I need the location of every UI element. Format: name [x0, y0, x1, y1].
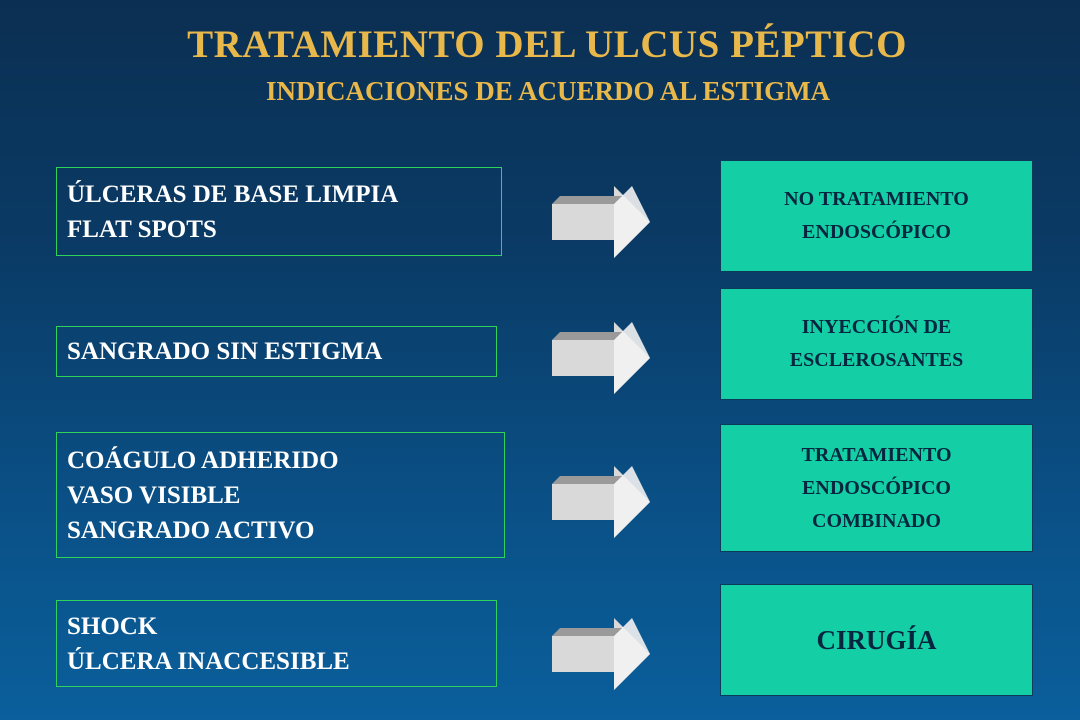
treatment-line: CIRUGÍA: [816, 624, 937, 655]
treatment-box-sclerosant-injection: [720, 288, 1033, 400]
condition-line: ÚLCERA INACCESIBLE: [67, 647, 350, 675]
treatment-line: INYECCIÓN DE: [801, 316, 952, 338]
treatment-line: ENDOSCÓPICO: [802, 221, 951, 243]
condition-line: ÚLCERAS DE BASE LIMPIA: [67, 180, 399, 208]
condition-line: SANGRADO ACTIVO: [67, 516, 315, 544]
arrow-icon: [552, 304, 650, 394]
treatment-line: ESCLEROSANTES: [789, 349, 964, 371]
condition-line: SHOCK: [67, 612, 158, 640]
arrow-icon: [552, 600, 650, 690]
treatment-box-no-endoscopic: [720, 160, 1033, 272]
arrow-icon: [552, 448, 650, 538]
condition-line: COÁGULO ADHERIDO: [67, 446, 339, 474]
treatment-box-combined-endoscopic: [720, 424, 1033, 552]
treatment-line: NO TRATAMIENTO: [784, 188, 969, 210]
condition-line: VASO VISIBLE: [67, 481, 241, 509]
treatment-line: ENDOSCÓPICO: [802, 476, 951, 499]
treatment-box-surgery: [720, 584, 1033, 696]
treatment-line: TRATAMIENTO: [801, 443, 952, 466]
condition-line: SANGRADO SIN ESTIGMA: [67, 338, 383, 365]
treatment-line: COMBINADO: [812, 509, 941, 532]
condition-box-no-stigma: [56, 326, 497, 377]
condition-box-clean-base: [56, 167, 502, 256]
condition-line: FLAT SPOTS: [67, 215, 217, 243]
slide-title: TRATAMIENTO DEL ULCUS PÉPTICO: [187, 23, 907, 66]
arrow-icon: [552, 168, 650, 258]
slide-subtitle: INDICACIONES DE ACUERDO AL ESTIGMA: [265, 76, 831, 106]
condition-box-adherent-clot: [56, 432, 505, 558]
condition-box-shock: [56, 600, 497, 687]
